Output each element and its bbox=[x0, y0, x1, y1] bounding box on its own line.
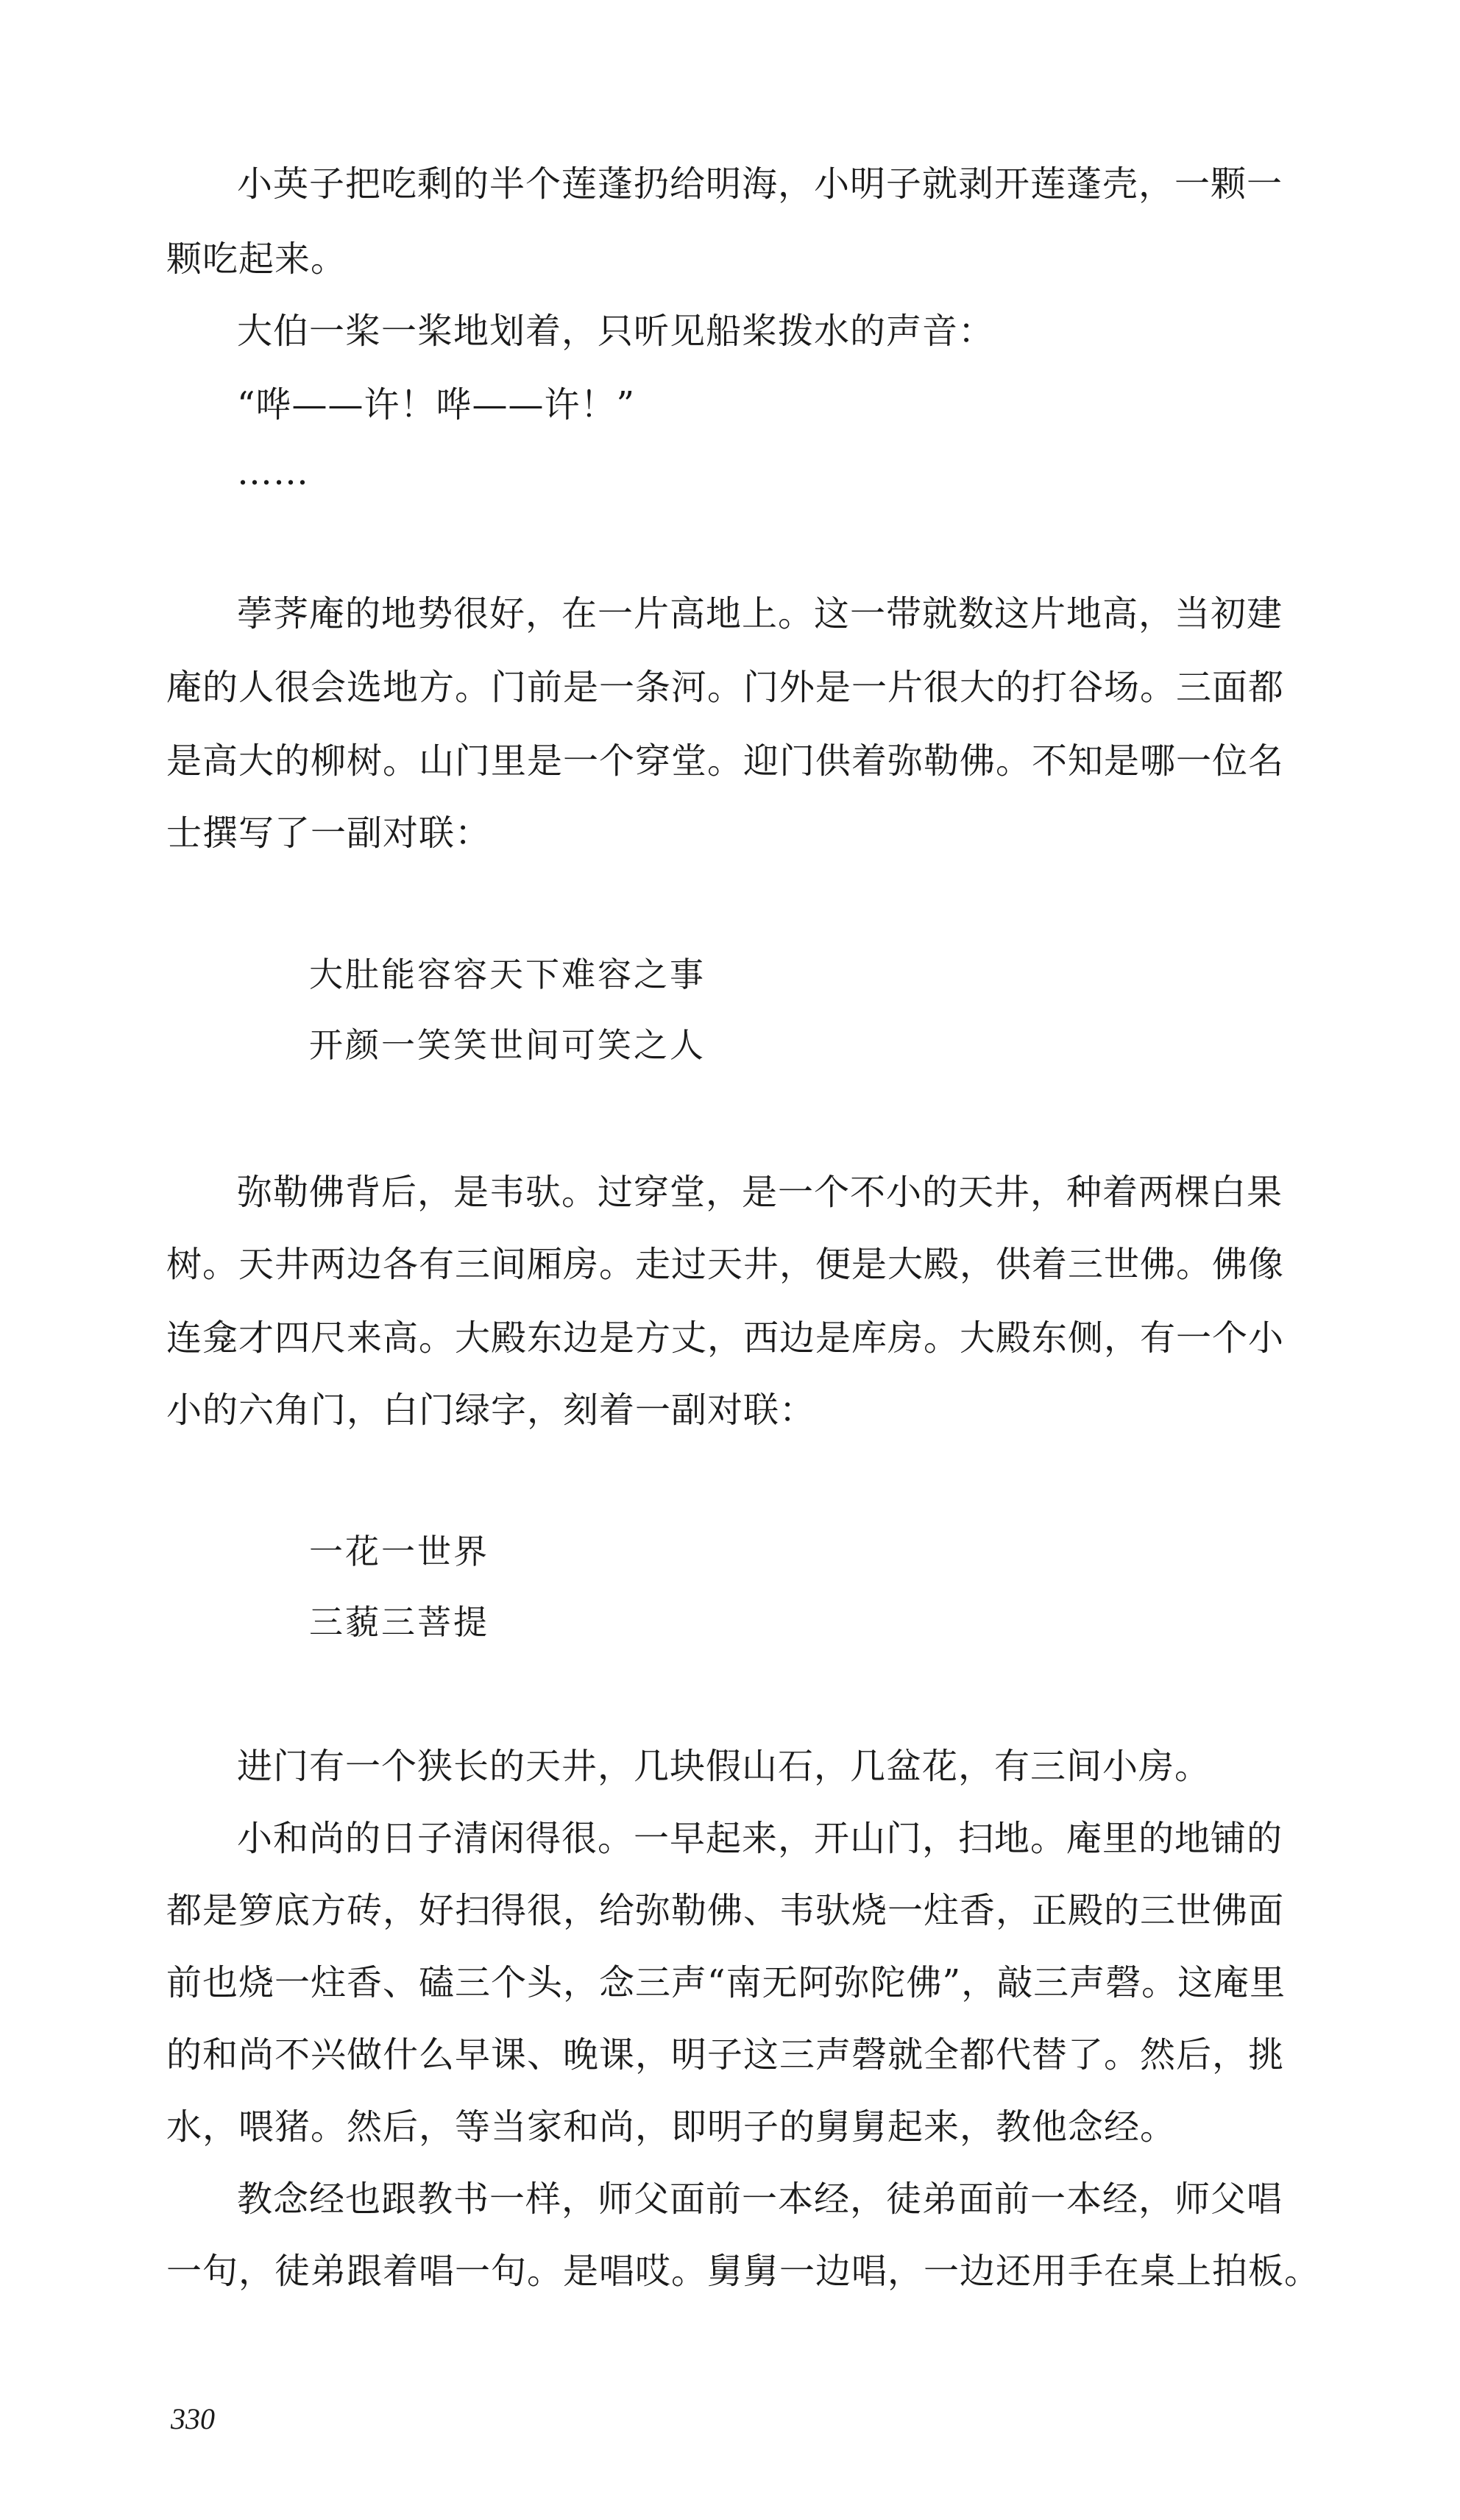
text-line: 前也烧一炷香、磕三个头，念三声“南无阿弥陀佛”，敲三声磬。这庵里 bbox=[166, 1962, 1286, 2003]
text-line: 小英子把吃剩的半个莲蓬扔给明海，小明子就剥开莲蓬壳，一颗一 bbox=[237, 163, 1283, 205]
text-line: 士撰写了一副对联： bbox=[166, 813, 492, 854]
ellipsis: …… bbox=[237, 452, 309, 493]
text-line: 小的六角门，白门绿字，刻着一副对联： bbox=[166, 1390, 816, 1431]
text-line: 一句，徒弟跟着唱一句。是唱哎。舅舅一边唱，一边还用手在桌上拍板。 bbox=[166, 2251, 1321, 2292]
text-line: 连龛才四尺来高。大殿东边是方丈，西边是库房。大殿东侧，有一个小 bbox=[166, 1317, 1285, 1359]
text-line: 大伯一桨一桨地划着，只听见船桨拨水的声音： bbox=[237, 311, 995, 352]
page-number: 330 bbox=[171, 2402, 215, 2435]
text-line: 都是箩底方砖，好扫得很，给弥勒佛、韦驮烧一炷香，正殿的三世佛面 bbox=[166, 1890, 1285, 1931]
couplet-line: 一花一世界 bbox=[309, 1532, 489, 1571]
couplet-line: 三藐三菩提 bbox=[309, 1602, 489, 1642]
text-line: 进门有一个狭长的天井，几块假山石，几盆花，有三间小房。 bbox=[237, 1746, 1211, 1787]
text-line: 的和尚不兴做什么早课、晚课，明子这三声磬就全都代替了。然后，挑 bbox=[166, 2034, 1285, 2075]
text-line: 是高大的柳树。山门里是一个穿堂。迎门供着弥勒佛。不知是哪一位名 bbox=[166, 740, 1285, 782]
couplet-line: 开颜一笑笑世间可笑之人 bbox=[309, 1025, 706, 1065]
couplet-line: 大肚能容容天下难容之事 bbox=[309, 955, 706, 994]
text-line: 弥勒佛背后，是韦驮。过穿堂，是一个不小的天井，种着两棵白果 bbox=[237, 1172, 1283, 1213]
text-line: 树。天井两边各有三间厢房。走过天井，便是大殿，供着三世佛。佛像 bbox=[166, 1244, 1285, 1285]
text-line: 教念经也跟教书一样，师父面前一本经，徒弟面前一本经，师父唱 bbox=[237, 2179, 1283, 2220]
text-line: “哗——许！哗——许！” bbox=[237, 384, 636, 425]
text-line: 小和尚的日子清闲得很。一早起来，开山门，扫地。庵里的地铺的 bbox=[237, 1818, 1283, 1859]
text-line: 庵的人很会选地方。门前是一条河。门外是一片很大的打谷场。三面都 bbox=[166, 667, 1285, 708]
text-line: 水，喂猪。然后，等当家和尚，即明子的舅舅起来，教他念经。 bbox=[166, 2106, 1177, 2148]
text-line: 颗吃起来。 bbox=[166, 238, 347, 280]
text-line: 荸荠庵的地势很好，在一片高地上。这一带就数这片地高，当初建 bbox=[237, 593, 1283, 634]
